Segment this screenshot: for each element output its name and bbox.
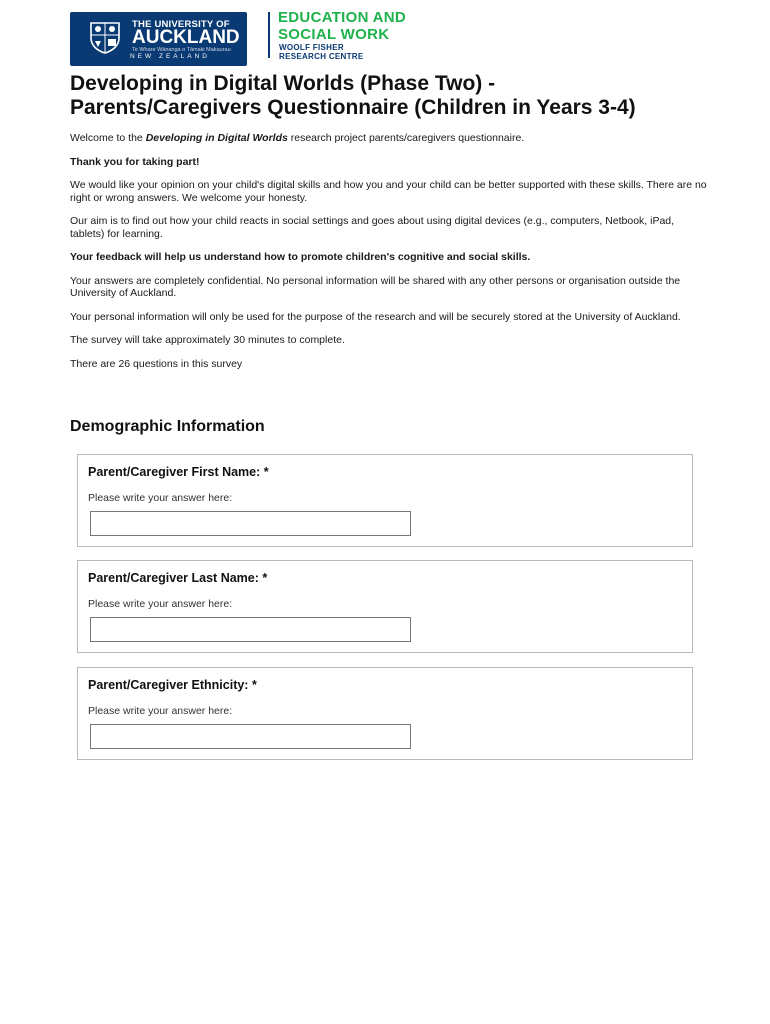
logo-text-main: AUCKLAND	[132, 27, 240, 48]
project-name: Developing in Digital Worlds	[145, 132, 288, 144]
logo-text-top: THE UNIVERSITY OF	[132, 19, 230, 30]
last-name-input[interactable]	[90, 617, 411, 642]
title-line2: Parents/Caregivers Questionnaire (Children in Years 3-4)	[70, 96, 636, 119]
faculty-name-line1: EDUCATION AND	[278, 9, 407, 26]
page-header	[70, 9, 490, 68]
question-count-paragraph: There are 26 questions in this survey	[70, 357, 243, 370]
question-hint: Please write your answer here:	[88, 705, 233, 717]
welcome-pre: Welcome to the	[70, 132, 146, 144]
research-centre-line2: RESEARCH CENTRE	[279, 52, 364, 61]
logo-text-nz: NEW ZEALAND	[130, 53, 210, 60]
thanks-paragraph: Thank you for taking part!	[70, 155, 200, 168]
header-divider	[268, 12, 270, 58]
question-last-name	[77, 560, 693, 653]
duration-paragraph: The survey will take approximately 30 minutes to complete.	[70, 334, 345, 346]
personal-info-paragraph: Your personal information will only be used for the purpose of the research and will be securely stored at the University of Auckland.	[70, 310, 681, 323]
logo-text-maori: Te Whare Wānanga o Tāmaki Makaurau	[132, 47, 231, 53]
question-hint: Please write your answer here:	[88, 492, 233, 504]
university-of-auckland-logo	[70, 12, 247, 66]
question-first-name	[77, 454, 693, 547]
feedback-paragraph: Your feedback will help us understand how to promote children's cognitive and social skills.	[70, 251, 531, 263]
aim-paragraph: Our aim is to find out how your child reacts in social settings and goes about using digital devices (e.g., computers, Netbook, iPad, tablets) for learning.	[70, 215, 675, 240]
intro-text	[70, 132, 710, 381]
page-title	[70, 72, 730, 120]
welcome-post: research project parents/caregivers questionnaire.	[287, 132, 525, 144]
title-line1: Developing in Digital Worlds (Phase Two) -	[70, 72, 496, 95]
ethnicity-input[interactable]	[90, 724, 411, 749]
confidential-paragraph: Your answers are completely confidential. No personal information will be shared with any other persons or organisation outside the University of Auckland.	[70, 274, 681, 299]
faculty-name-line2: SOCIAL WORK	[278, 26, 390, 43]
section-title: Demographic Information	[70, 418, 265, 435]
research-centre-line1: WOOLF FISHER	[279, 43, 344, 52]
university-crest-icon	[88, 20, 122, 54]
question-label: Parent/Caregiver First Name: *	[88, 465, 269, 479]
question-label: Parent/Caregiver Last Name: *	[88, 571, 268, 585]
first-name-input[interactable]	[90, 511, 411, 536]
opinion-paragraph: We would like your opinion on your child's digital skills and how you and your child can be better supported with these skills. There are no right or wrong answers. We welcome your honesty.	[70, 179, 707, 204]
welcome-paragraph	[70, 132, 710, 145]
question-ethnicity	[77, 667, 693, 760]
question-hint: Please write your answer here:	[88, 598, 233, 610]
question-label: Parent/Caregiver Ethnicity: *	[88, 678, 257, 692]
